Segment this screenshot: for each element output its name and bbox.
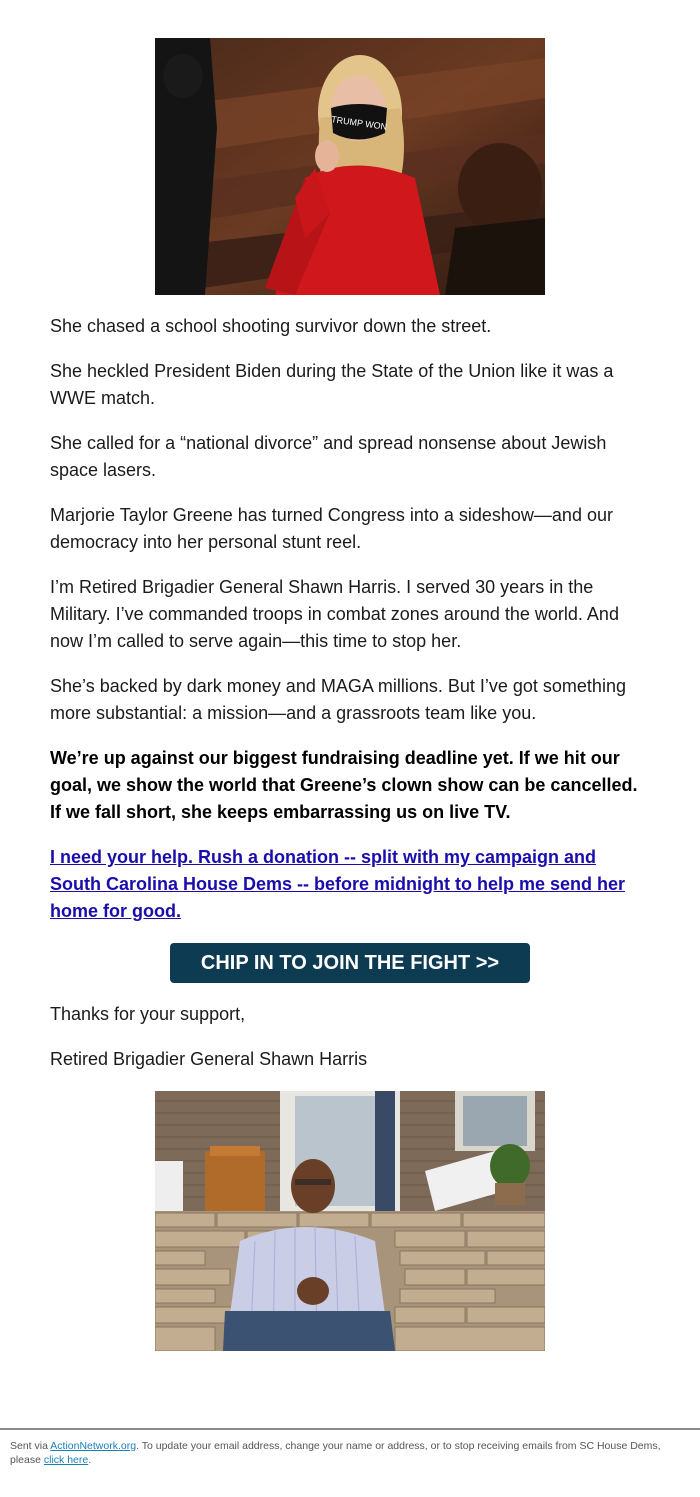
hero-photo bbox=[155, 38, 545, 295]
paragraph-6: She’s backed by dark money and MAGA millions. But I’ve got something more substantial: a mission—and a grassroots team like you. bbox=[50, 676, 626, 723]
thanks-text: Thanks for your support, bbox=[50, 1004, 246, 1024]
paragraph-5: I’m Retired Brigadier General Shawn Harris. I served 30 years in the Military. I’ve commanded troops in combat zones around the world. And now I’m called to serve again—this time to stop her. bbox=[50, 577, 619, 651]
footer-prefix: Sent via bbox=[10, 1440, 51, 1452]
footer bbox=[10, 1439, 680, 1467]
paragraph-3: She called for a “national divorce” and spread nonsense about Jewish space lasers. bbox=[50, 433, 607, 480]
chip-in-button[interactable]: CHIP IN TO JOIN THE FIGHT >> bbox=[170, 943, 530, 983]
candidate-photo bbox=[155, 1091, 545, 1351]
donation-paragraph bbox=[50, 844, 650, 925]
deadline-paragraph: We’re up against our biggest fundraising deadline yet. If we hit our goal, we show the world that Greene’s clown show can be cancelled. If we fall short, she keeps embarrassing us on live TV. bbox=[50, 748, 638, 822]
footer-middle: . To update your email address, change your name or address, or to stop receiving emails from SC House Dems, please bbox=[10, 1440, 661, 1466]
unsubscribe-link[interactable]: click here bbox=[43, 1454, 89, 1466]
footer-suffix: . bbox=[88, 1454, 92, 1466]
signature-name: Retired Brigadier General Shawn Harris bbox=[50, 1049, 368, 1069]
actionnetwork-link[interactable]: ActionNetwork.org bbox=[50, 1440, 137, 1452]
mask-text: TRUMP WON bbox=[330, 114, 388, 132]
paragraph-1: She chased a school shooting survivor down the street. bbox=[50, 316, 492, 336]
paragraph-4: Marjorie Taylor Greene has turned Congress into a sideshow—and our democracy into her personal stunt reel. bbox=[50, 505, 613, 552]
donation-link[interactable]: I need your help. Rush a donation -- split with my campaign and South Carolina House Dems -- before midnight to help me send her home for good. bbox=[50, 847, 626, 921]
paragraph-2: She heckled President Biden during the State of the Union like it was a WWE match. bbox=[50, 361, 614, 408]
footer-divider bbox=[0, 1428, 700, 1430]
